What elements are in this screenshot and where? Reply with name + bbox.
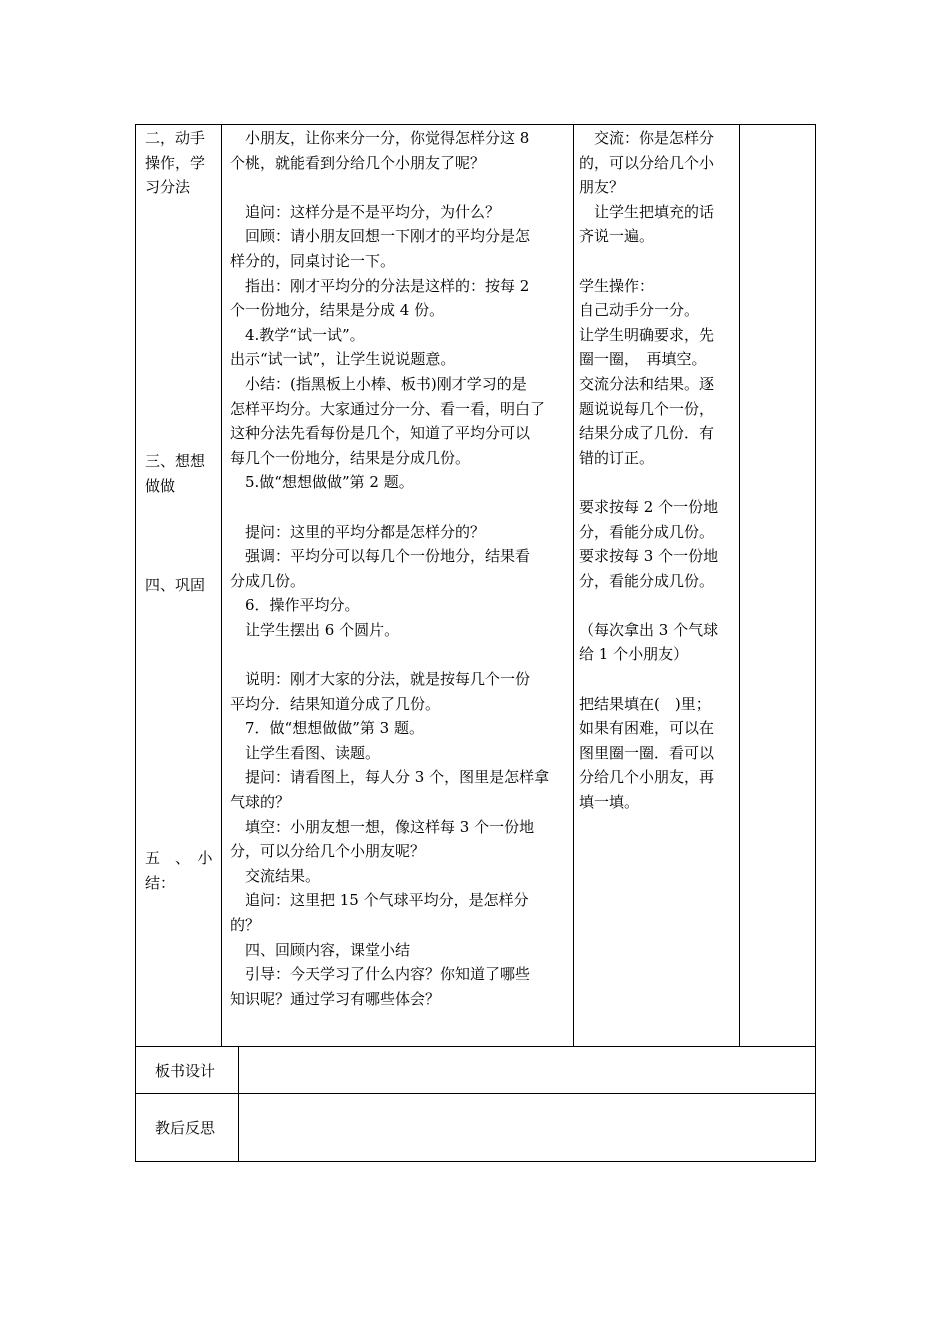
teacher-line: 个桃，就能看到分给几个小朋友了呢？ (230, 153, 486, 172)
teacher-line (230, 175, 570, 200)
teacher-line: 小结：(指黑板上小棒、板书)刚才学习的是 (230, 374, 527, 393)
teacher-line: 分成几份。 (230, 571, 306, 590)
table-left-border (135, 124, 136, 1162)
teacher-line: 交流结果。 (230, 866, 321, 885)
teacher-line: 4.教学“试一试”。 (230, 325, 365, 344)
teacher-line: 小朋友，让你来分一分，你觉得怎样分这 8 (230, 129, 530, 147)
teacher-line: 提问：请看图上，每人分 3 个，图里是怎样拿 (230, 768, 550, 787)
student-line: 让学生把填充的话 (579, 202, 715, 221)
teacher-line: 怎样平均分。大家通过分一分、看一看，明白了 (230, 399, 546, 418)
teacher-line: 追问：这样分是不是平均分，为什么？ (230, 202, 501, 221)
teacher-line: 5.做“想想做做”第 2 题。 (230, 473, 414, 492)
student-line: 学生操作： (579, 276, 655, 295)
student-line: 交流：你是怎样分 (579, 129, 715, 147)
table-right-border (815, 124, 816, 1162)
teacher-line: 追问：这里把 15 个气球平均分，是怎样分 (230, 891, 529, 910)
teacher-line: 指出：刚才平均分的分法是这样的：按每 2 (230, 276, 530, 295)
student-line: 分，看能分成几份。 (579, 571, 715, 590)
teacher-line: 6．操作平均分。 (230, 596, 360, 615)
student-line: 填一填。 (579, 793, 640, 812)
teacher-line: 出示“试一试”，让学生说说题意。 (230, 350, 456, 369)
student-line (579, 249, 737, 274)
student-line: 齐说一遍。 (579, 227, 655, 246)
student-column-divider (739, 124, 740, 1046)
student-line: 分，看能分成几份。 (579, 522, 715, 541)
reflection-content (239, 1094, 815, 1161)
stage-3-heading: 四、巩固 (145, 576, 206, 594)
teacher-line: 填空：小朋友想一想，像这样每 3 个一份地 (230, 817, 535, 836)
student-line: 结果分成了几份．有 (579, 424, 715, 443)
teacher-line: 7．做“想想做做”第 3 题。 (230, 719, 424, 738)
student-line: 如果有困难，可以在 (579, 719, 715, 738)
teacher-line: 提问：这里的平均分都是怎样分的？ (230, 522, 486, 541)
student-line: 错的订正。 (579, 448, 655, 467)
student-line: 题说说每几个一份， (579, 399, 715, 418)
teacher-line: 分，可以分给几个小朋友呢？ (230, 842, 426, 861)
stage-column-divider (221, 124, 222, 1046)
student-line: 交流分法和结果。逐 (579, 374, 715, 393)
student-line: 给 1 个小朋友） (579, 645, 689, 664)
teacher-line: 知识呢？通过学习有哪些体会？ (230, 989, 441, 1008)
teacher-line: 每几个一份地分，结果是分成几份。 (230, 448, 471, 467)
student-line: 图里圈一圈．看可以 (579, 743, 715, 762)
teacher-line (230, 495, 570, 520)
board-design-content (239, 1047, 815, 1093)
teacher-line: 回顾：请小朋友回想一下刚才的平均分是怎 (230, 227, 531, 246)
teacher-line: 强调：平均分可以每几个一份地分，结果看 (230, 547, 531, 566)
student-line: 的，可以分给几个小 (579, 153, 715, 172)
teacher-line: 个一份地分，结果是分成 4 份。 (230, 301, 445, 320)
stage-4-heading: 五 、 小 结： (145, 849, 213, 892)
stage-1-heading: 二，动手 操作，学 习分法 (145, 129, 206, 197)
teacher-activity-text (230, 126, 570, 1011)
student-line (579, 593, 737, 618)
teacher-line: 四、回顾内容，课堂小结 (230, 940, 411, 959)
teacher-line: 这种分法先看每份是几个，知道了平均分可以 (230, 424, 531, 443)
table-top-border (135, 124, 816, 125)
student-line: 朋友？ (579, 178, 625, 197)
board-design-label: 板书设计 (155, 1062, 216, 1080)
teacher-line: 说明：刚才大家的分法，就是按每几个一份 (230, 670, 531, 689)
teacher-column-divider (573, 124, 574, 1046)
student-line: 要求按每 2 个一份地 (579, 497, 719, 516)
student-line (579, 667, 737, 692)
teacher-line: 让学生摆出 6 个圆片。 (230, 620, 400, 639)
teacher-line: 引导：今天学习了什么内容？你知道了哪些 (230, 965, 531, 984)
student-line (579, 470, 737, 495)
student-line: 让学生明确要求，先 (579, 325, 715, 344)
teacher-line: 让学生看图、读题。 (230, 743, 381, 762)
teacher-line: 的？ (230, 916, 261, 934)
stage-2-heading: 三、想想 做做 (145, 452, 206, 495)
teacher-line: 平均分．结果知道分成了几份。 (230, 694, 441, 713)
student-line: 自己动手分一分。 (579, 301, 700, 320)
teacher-line (230, 642, 570, 667)
student-line: 圈一圈， 再填空。 (579, 350, 707, 369)
teacher-line: 气球的？ (230, 793, 291, 812)
student-line: 分给几个小朋友，再 (579, 768, 715, 787)
teacher-line: 样分的，同桌讨论一下。 (230, 251, 396, 270)
student-line: 把结果填在( )里； (579, 694, 711, 713)
student-activity-text (579, 126, 737, 815)
student-line: （每次拿出 3 个气球 (579, 620, 719, 639)
student-line: 要求按每 3 个一份地 (579, 547, 719, 566)
reflection-label: 教后反思 (155, 1119, 216, 1137)
